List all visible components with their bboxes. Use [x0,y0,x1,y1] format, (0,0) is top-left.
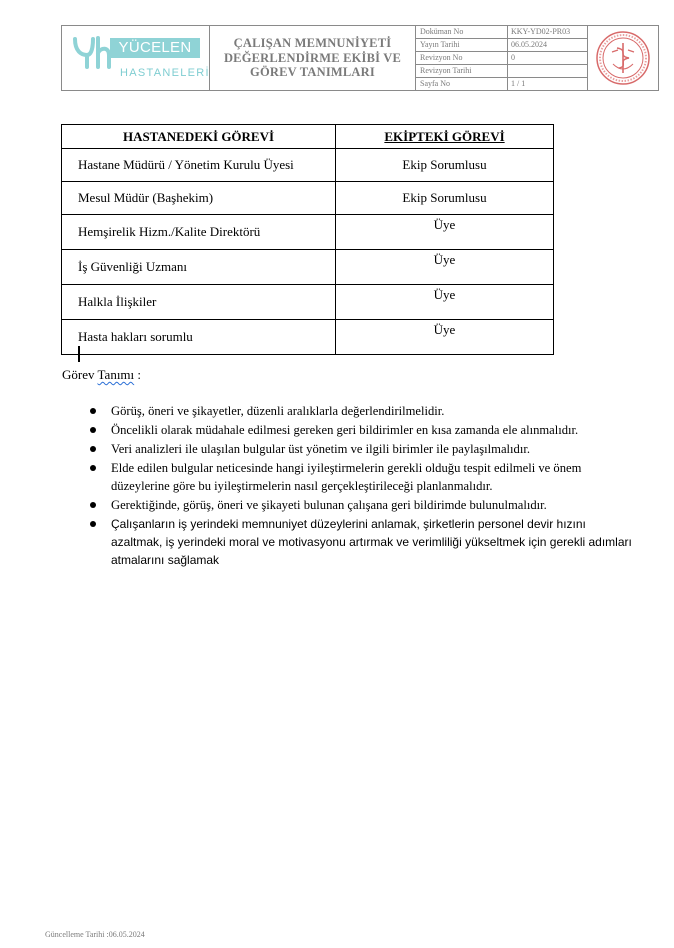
column-header-team-role [336,125,554,149]
meta-row-page-no [416,78,587,91]
hospital-role-cell: Halkla İlişkiler [62,285,336,320]
table-header-row [62,125,554,149]
hospital-role-cell: Hastane Müdürü / Yönetim Kurulu Üyesi [62,149,336,182]
team-roles-table [61,124,554,355]
text-cursor [78,346,80,362]
meta-key: Revizyon No [420,53,463,62]
meta-key: Sayfa No [420,79,450,88]
document-title [224,36,401,80]
title-line: ÇALIŞAN MEMNUNİYETİ [233,36,392,51]
update-date-footer: Güncelleme Tarihi :06.05.2024 [45,930,145,939]
duty-list [90,402,638,570]
list-item: Gerektiğinde, görüş, öneri ve şikayeti bulunan çalışana geri bildirimde bulunulmalıdır. [90,496,638,514]
hospital-role-cell: Hasta hakları sorumlu [62,320,336,355]
table-row [62,182,554,215]
meta-value: 0 [511,53,515,62]
meta-key: Doküman No [420,27,464,36]
seal-cell [588,26,658,90]
team-role-cell: Ekip Sorumlusu [336,182,554,215]
table-row [62,320,554,355]
column-header-hospital-role: HASTANEDEKİ GÖREVİ [62,125,336,149]
list-item: Çalışanların iş yerindeki memnuniyet düzeylerini anlamak, şirketlerin personel devir hızını azaltmak, iş yerindeki moral ve motivasyonu artırmak ve verimliliği yükseltmek için gerekli adımları atmalarını sağlamak [90,515,638,569]
list-item: Elde edilen bulgular neticesinde hangi iyileştirmelerin gerekli olduğu tespit edilmeli ve önem düzeylerine göre bu iyileştirmelerin nasıl gerçekleştirileceği planlanmalıdır. [90,459,638,495]
table-row [62,215,554,250]
hospital-role-cell: İş Güvenliği Uzmanı [62,250,336,285]
team-role-cell: Üye [336,285,554,320]
title-line: DEĞERLENDİRME EKİBİ VE [223,50,402,65]
logo-subtitle: HASTANELERİ [120,67,210,79]
team-role-cell: Üye [336,320,554,355]
meta-row-revision-no [416,52,587,65]
meta-row-revision-date [416,65,587,78]
hospital-role-cell: Hemşirelik Hizm./Kalite Direktörü [62,215,336,250]
list-item: Görüş, öneri ve şikayetler, düzenli aralıklarla değerlendirilmelidir. [90,402,638,420]
yucelen-logo-icon [71,35,111,69]
ministry-seal-icon [595,30,651,86]
label-suffix: : [134,367,142,382]
meta-key: Revizyon Tarihi [420,66,472,75]
table-row [62,149,554,182]
column-header-team-role-text: EKİPTEKİ GÖREVİ [384,128,505,144]
list-item: Öncelikli olarak müdahale edilmesi gereken geri bildirimler en kısa zamanda ele alınmalıdır. [90,421,638,439]
document-meta [416,26,588,90]
team-role-cell: Üye [336,250,554,285]
table-row [62,250,554,285]
document-header [61,25,659,91]
meta-value: 06.05.2024 [511,40,547,49]
table-row [62,285,554,320]
duty-description-label [62,367,141,383]
label-word: Tanımı [97,367,135,382]
meta-value: 1 / 1 [511,79,526,88]
logo-cell [62,26,210,90]
team-role-cell: Ekip Sorumlusu [336,149,554,182]
meta-key: Yayın Tarihi [420,40,460,49]
meta-value: KKY-YD02-PR03 [511,27,571,36]
hospital-role-cell: Mesul Müdür (Başhekim) [62,182,336,215]
meta-row-publish-date [416,39,587,52]
label-prefix: Görev [62,367,98,382]
team-role-cell: Üye [336,215,554,250]
document-title-cell [210,26,416,90]
list-item: Veri analizleri ile ulaşılan bulgular üst yönetim ve ilgili birimler ile paylaşılmalıdır. [90,440,638,458]
meta-row-document-no [416,26,587,39]
title-line: GÖREV TANIMLARI [250,65,375,80]
logo-name: YÜCELEN [110,38,200,58]
